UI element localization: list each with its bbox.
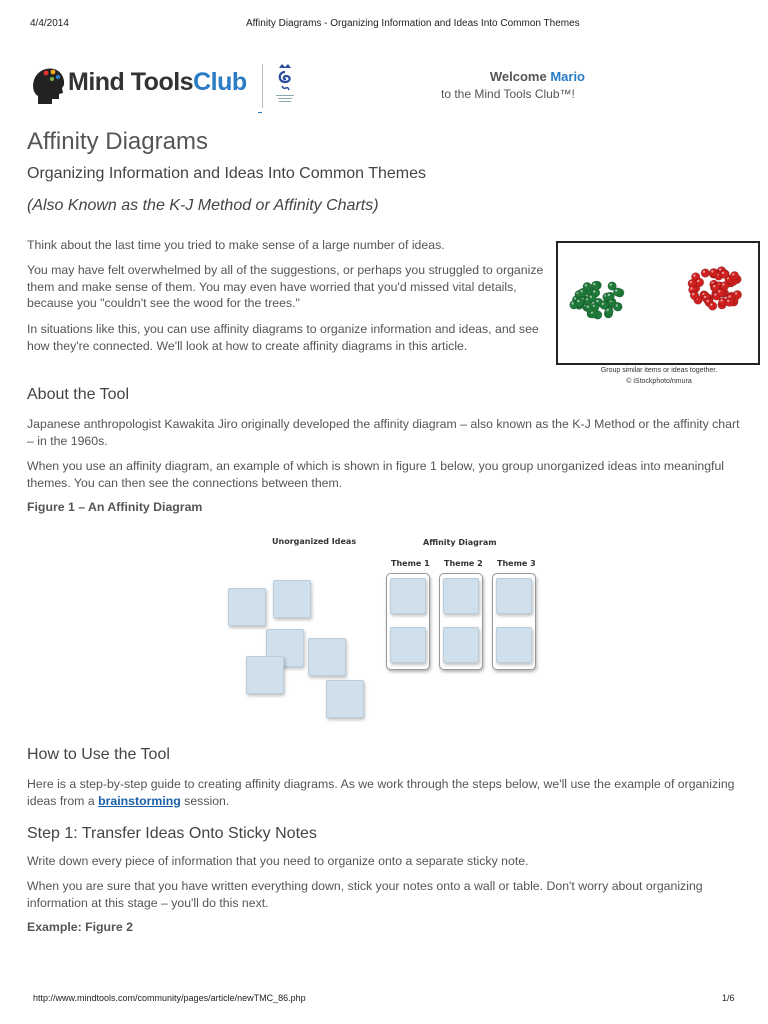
- intro-paragraph: You may have felt overwhelmed by all of the suggestions, or perhaps you struggled to organize them and make sense of them. You may even have worried that you'd missed vital details, because you "couldn't see the wood for the trees.": [27, 263, 544, 310]
- logo-wordmark: Mind ToolsClub: [68, 68, 247, 96]
- unorganized-ideas-label: Unorganized Ideas: [272, 537, 357, 546]
- figure2-caption: Example: Figure 2: [27, 920, 133, 934]
- sticky-note: [443, 627, 479, 663]
- step1-heading: Step 1: Transfer Ideas Onto Sticky Notes: [27, 825, 317, 842]
- howto-paragraph: Here is a step-by-step guide to creating affinity diagrams. As we work through the steps below, we'll use the example of organizing ideas from a brainstorming session.: [27, 777, 735, 808]
- logo-underline: [258, 112, 262, 113]
- queens-award-emblem-icon: [273, 62, 297, 108]
- head-icon: [32, 66, 66, 106]
- welcome-greeting: Welcome: [489, 69, 547, 84]
- section-heading-howto: How to Use the Tool: [27, 746, 170, 763]
- theme-column: [492, 573, 536, 670]
- beads-photo: [556, 241, 760, 365]
- also-known-as: (Also Known as the K-J Method or Affinity Charts): [27, 197, 379, 214]
- theme-label: Theme 3: [497, 559, 536, 568]
- photo-credit: © iStockphoto/nmura: [626, 378, 692, 385]
- sticky-note: [496, 578, 532, 614]
- logo-divider: [262, 64, 263, 108]
- intro-paragraph: In situations like this, you can use affinity diagrams to organize information and ideas, and see how they're connected. We'll look at how to create affinity diagrams in this article.: [27, 322, 539, 353]
- photo-caption: Group similar items or ideas together.: [600, 367, 718, 374]
- brainstorming-link[interactable]: brainstorming: [98, 793, 181, 808]
- page-subtitle: Organizing Information and Ideas Into Common Themes: [27, 165, 427, 182]
- theme-column: [386, 573, 430, 670]
- green-red-beads-image: [558, 243, 758, 363]
- sticky-note: [443, 578, 479, 614]
- affinity-diagram-label: Affinity Diagram: [423, 538, 497, 547]
- print-title: Affinity Diagrams - Organizing Information and Ideas Into Common Themes: [246, 18, 580, 29]
- theme-column: [439, 573, 483, 670]
- sticky-note: [308, 638, 346, 676]
- sticky-note: [246, 656, 284, 694]
- welcome-user-link[interactable]: Mario: [550, 69, 585, 84]
- theme-label: Theme 1: [391, 559, 430, 568]
- sticky-note: [326, 680, 364, 718]
- welcome-subline: to the Mind Tools Club™!: [441, 87, 575, 101]
- section-heading-about: About the Tool: [27, 386, 130, 403]
- theme-label: Theme 2: [444, 559, 483, 568]
- footer-page-number: 1/6: [722, 993, 735, 1003]
- affinity-diagram-figure: [200, 530, 560, 730]
- about-paragraph: Japanese anthropologist Kawakita Jiro originally developed the affinity diagram – also known as the K-J Method or the affinity chart – in the 1960s.: [27, 417, 740, 448]
- mindtools-logo[interactable]: [30, 62, 290, 120]
- figure1-caption: Figure 1 – An Affinity Diagram: [27, 500, 203, 514]
- page-title: Affinity Diagrams: [27, 128, 208, 155]
- welcome-line: [490, 69, 585, 84]
- sticky-note: [390, 627, 426, 663]
- sticky-note: [273, 580, 311, 618]
- sticky-note: [390, 578, 426, 614]
- print-date: 4/4/2014: [30, 18, 69, 29]
- sticky-note: [496, 627, 532, 663]
- step1-paragraph: Write down every piece of information that you need to organize onto a separate sticky note.: [27, 854, 529, 868]
- sticky-note: [228, 588, 266, 626]
- intro-paragraph: Think about the last time you tried to make sense of a large number of ideas.: [27, 238, 445, 252]
- about-paragraph: When you use an affinity diagram, an example of which is shown in figure 1 below, you group unorganized ideas into meaningful themes. You can then see the connections between them.: [27, 459, 725, 490]
- step1-paragraph: When you are sure that you have written everything down, stick your notes onto a wall or table. Don't worry about organizing information at this stage – you'll do this next.: [27, 879, 703, 910]
- footer-url: http://www.mindtools.com/community/pages/article/newTMC_86.php: [33, 993, 306, 1003]
